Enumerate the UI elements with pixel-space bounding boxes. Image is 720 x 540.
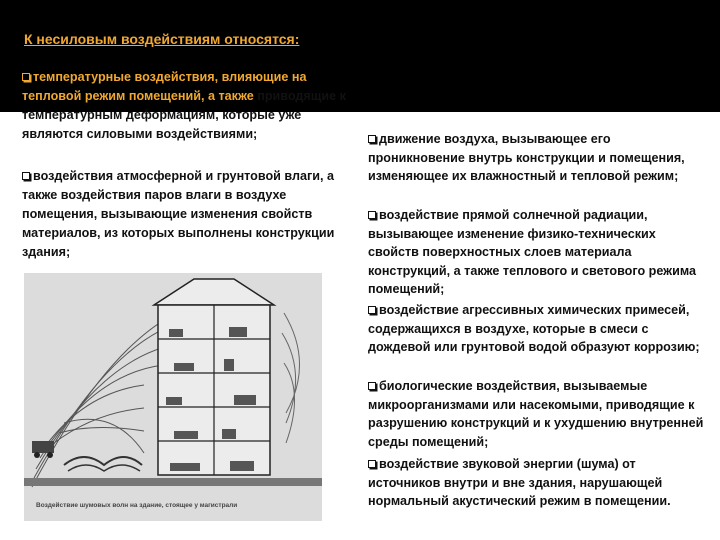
item-text: движение воздуха, вызывающее его проникновение внутрь конструкции и помещения, изменяющее их влажностный и тепловой режим; [368,132,685,184]
checkbox-bullet-icon [368,211,376,219]
checkbox-bullet-icon [368,135,376,143]
item-text: воздействия атмосферной и грунтовой влаги, а также воздействия паров влаги в воздухе помещения, вызывающие изменения свойств материалов, из которых выполнены конструкции здания; [22,169,335,259]
slide-heading: К несиловым воздействиям относятся: [24,31,300,47]
list-item-solar-radiation [368,206,708,299]
item-text-tail: приводящие к температурным деформациям, которые уже являются силовыми воздействиями; [22,89,346,141]
checkbox-bullet-icon [368,306,376,314]
checkbox-bullet-icon [22,73,30,81]
list-item-moisture [22,167,357,262]
list-item-chemical [368,301,708,357]
list-item-noise [368,455,708,511]
building-noise-figure [24,273,322,521]
list-item-temperature [22,68,357,144]
checkbox-bullet-icon [22,172,30,180]
checkbox-bullet-icon [368,382,376,390]
item-text: воздействие прямой солнечной радиации, вызывающее изменение физико-технических свойств поверхностных слоев материала конструкций, а также теплового и светового режима помещений; [368,208,697,297]
item-text: температурные воздействия, влияющие на тепловой режим помещений, а также [22,70,307,103]
item-text: биологические воздействия, вызываемые микроорганизмами или насекомыми, приводящие к разрушению конструкций и к ухудшению внутренней среды помещений; [368,379,704,449]
item-text: воздействие агрессивных химических примесей, содержащихся в воздухе, которые в смеси с дождевой или грунтовой водой образуют коррозию; [368,303,700,355]
checkbox-bullet-icon [368,460,376,468]
figure-caption: Воздействие шумовых волн на здание, стоящее у магистрали [36,502,238,509]
item-text: воздействие звуковой энергии (шума) от источников внутри и вне здания, нарушающей нормальный акустический режим в помещении. [368,457,671,509]
list-item-air-movement [368,130,708,186]
list-item-biological [368,377,708,451]
building-noise-illustration [24,273,322,521]
